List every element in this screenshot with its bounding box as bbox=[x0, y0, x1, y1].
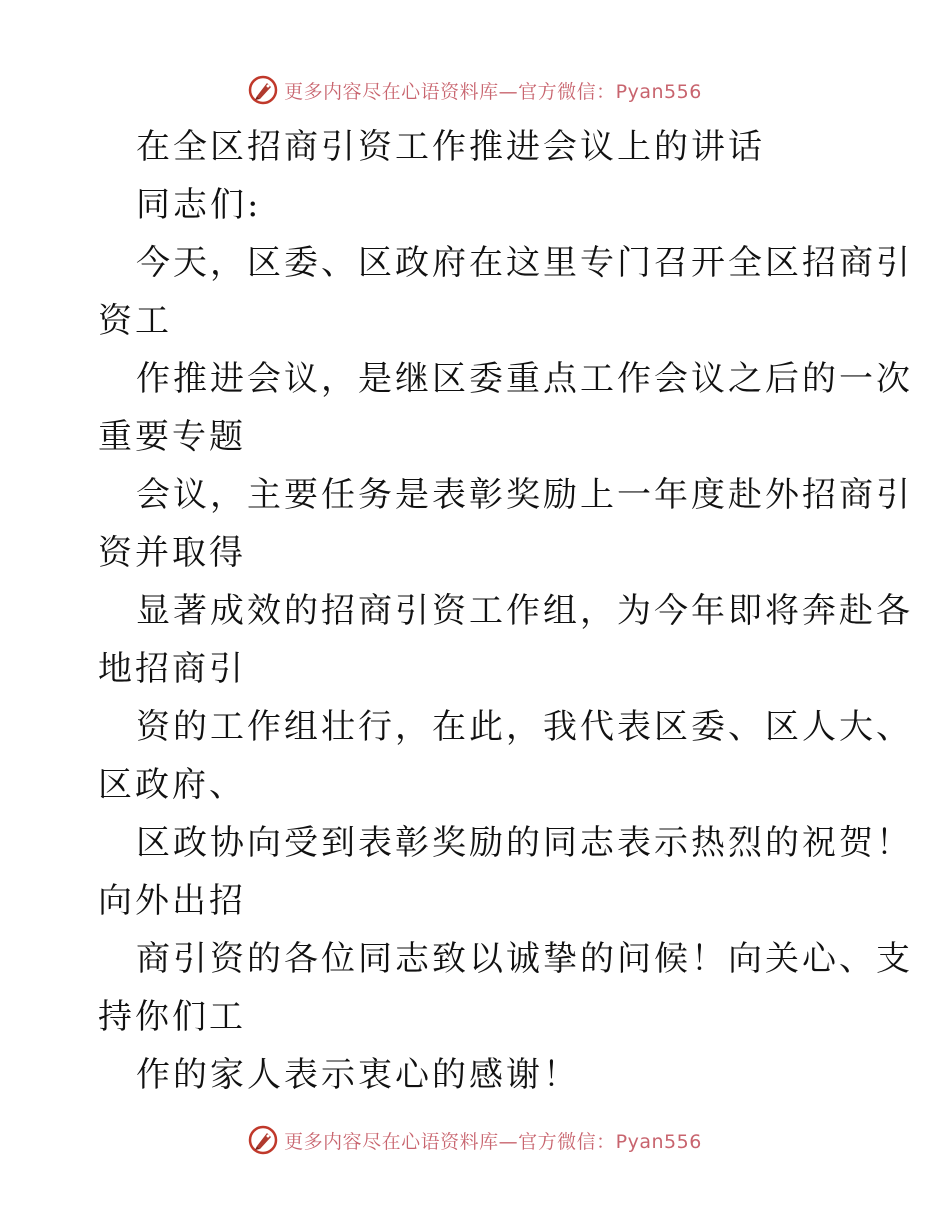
paragraph-line: 向外出招 bbox=[98, 881, 246, 921]
paragraph-line: 资并取得 bbox=[98, 533, 246, 573]
paragraph-line: 区政协向受到表彰奖励的同志表示热烈的祝贺！ bbox=[136, 823, 913, 863]
paragraph-line: 显著成效的招商引资工作组，为今年即将奔赴各 bbox=[136, 591, 913, 631]
document-body bbox=[98, 118, 913, 1104]
salutation: 同志们: bbox=[136, 185, 262, 225]
paragraph-line: 地招商引 bbox=[98, 649, 246, 689]
paragraph-line: 商引资的各位同志致以诚挚的问候！向关心、支 bbox=[136, 939, 913, 979]
paragraph-line: 会议，主要任务是表彰奖励上一年度赴外招商引 bbox=[136, 475, 913, 515]
pen-nib-logo-icon bbox=[248, 75, 278, 105]
footer-watermark-banner bbox=[0, 1120, 950, 1160]
paragraph-line: 资的工作组壮行，在此，我代表区委、区人大、 bbox=[136, 707, 913, 747]
header-watermark-text: 更多内容尽在心语资料库—官方微信：Pyan556 bbox=[284, 80, 702, 103]
header-watermark-banner bbox=[0, 70, 950, 110]
paragraph-line: 作推进会议，是继区委重点工作会议之后的一次 bbox=[136, 359, 913, 399]
paragraph-line: 区政府、 bbox=[98, 765, 246, 805]
paragraph-line: 持你们工 bbox=[98, 997, 246, 1037]
speech-title: 在全区招商引资工作推进会议上的讲话 bbox=[136, 127, 765, 167]
footer-watermark-text: 更多内容尽在心语资料库—官方微信：Pyan556 bbox=[284, 1130, 702, 1153]
pen-nib-logo-icon bbox=[248, 1125, 278, 1155]
paragraph-line: 今天，区委、区政府在这里专门召开全区招商引 bbox=[136, 243, 913, 283]
paragraph-line: 作的家人表示衷心的感谢！ bbox=[136, 1055, 580, 1095]
paragraph-line: 资工 bbox=[98, 301, 172, 341]
paragraph-line: 重要专题 bbox=[98, 417, 246, 457]
